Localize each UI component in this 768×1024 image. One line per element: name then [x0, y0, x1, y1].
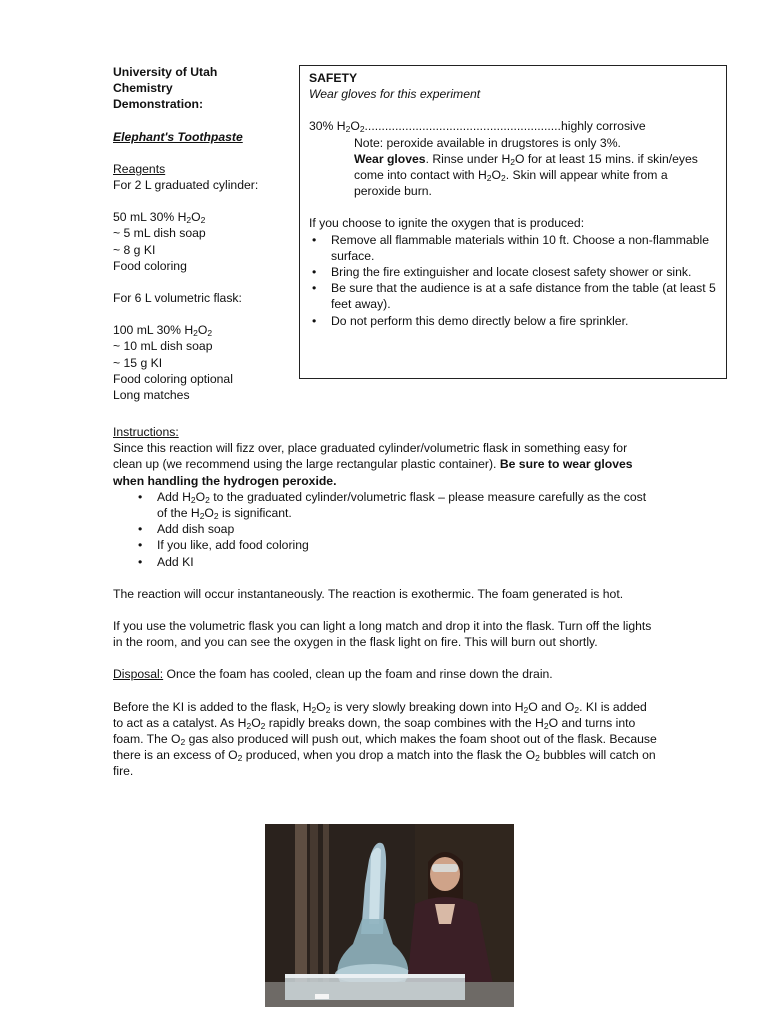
flask-peroxide: 100 mL 30% $H_2O_2$ — [113, 323, 213, 339]
flask-soap: ~ 10 mL dish soap — [113, 339, 213, 354]
institution-line: University of Utah — [113, 65, 218, 79]
reaction-paragraph: The reaction will occur instantaneously. The reaction is exothermic. The foam generated is hot. — [113, 586, 624, 601]
list-item: • Remove all flammable materials within 10 ft. Choose a non-flammable surface. — [309, 232, 717, 264]
cylinder-intro: For 2 L graduated cylinder: — [113, 178, 259, 193]
instructions-heading: Instructions: — [113, 425, 179, 439]
cylinder-color: Food coloring — [113, 258, 187, 273]
flask-intro: For 6 L volumetric flask: — [113, 291, 242, 306]
safety-bullet-list — [309, 232, 717, 329]
list-item: • Bring the fire extinguisher and locate closest safety shower or sink. — [309, 264, 717, 280]
safety-box — [299, 65, 727, 379]
instructions-section — [113, 424, 658, 780]
demonstration-photo — [265, 824, 514, 1007]
safety-heading: SAFETY — [309, 71, 358, 85]
institution-line: Chemistry — [113, 81, 173, 96]
safety-subheading: Wear gloves for this experiment — [309, 87, 481, 102]
chemistry-paragraph: Before the KI is added to the flask, $H_2O_2$ is very slowly breaking down into $H_2O$ and $O_2$. KI is added to act as a catalyst. As $H_2O_2$ rapidly breaks down, the soap combines with the $H_2O$ and turns into foam. The $O_2$ gas also produced will push out, which makes the foam shoot out of the flask. Because there is an excess of $O_2$ produced, when you drop a match into the flask the $O_2$ bubbles will catch on fire. — [113, 699, 657, 779]
list-item: • Add $H_2O_2$ to the graduated cylinder/volumetric flask – please measure carefully as the cost of the $H_2O_2$ is significant. — [135, 489, 658, 521]
reagents-column — [113, 64, 293, 403]
page-title: Elephant's Toothpaste — [113, 129, 243, 144]
list-item: • If you like, add food coloring — [135, 537, 658, 553]
list-item: • Add KI — [135, 554, 658, 570]
flask-light-paragraph: If you use the volumetric flask you can light a long match and drop it into the flask. Turn off the lights in the room, and you can see the oxygen in the flask light on fire. This will burn out shortly. — [113, 619, 652, 650]
instruction-steps — [135, 489, 658, 570]
drugstore-note: Note: peroxide available in drugstores is only 3%. — [354, 135, 621, 150]
flask-color: Food coloring optional — [113, 371, 233, 386]
ignite-intro: If you choose to ignite the oxygen that is produced: — [309, 216, 585, 231]
institution-heading — [113, 64, 293, 113]
list-item: • Do not perform this demo directly below a fire sprinkler. — [309, 313, 717, 329]
instructions-intro: Since this reaction will fizz over, place graduated cylinder/volumetric flask in something easy for clean up (we recommend using the large rectangular plastic container). Be sure to wear gloves when handling the hydrogen peroxide. — [113, 441, 633, 488]
photo-illustration — [265, 824, 514, 1007]
cylinder-soap: ~ 5 mL dish soap — [113, 226, 206, 241]
institution-line: Demonstration: — [113, 97, 204, 112]
flask-matches: Long matches — [113, 388, 190, 403]
cylinder-peroxide: 50 mL 30% $H_2O_2$ — [113, 210, 206, 226]
cylinder-ki: ~ 8 g KI — [113, 242, 156, 257]
disposal-paragraph: Disposal: Once the foam has cooled, clean up the foam and rinse down the drain. — [113, 667, 553, 682]
flask-ki: ~ 15 g KI — [113, 355, 163, 370]
h2o2-corrosive-line: 30% $H_2O_2..........................................................highly$ corrosive — [309, 119, 646, 135]
reagents-heading: Reagents — [113, 161, 166, 176]
list-item: • Be sure that the audience is at a safe distance from the table (at least 5 feet away). — [309, 280, 717, 312]
gloves-warning: Wear gloves. Rinse under $H_2O$ for at least 15 mins. if skin/eyes come into contact with $H_2O_2$. Skin will appear white from a peroxide burn. — [354, 151, 698, 199]
list-item: • Add dish soap — [135, 521, 658, 537]
